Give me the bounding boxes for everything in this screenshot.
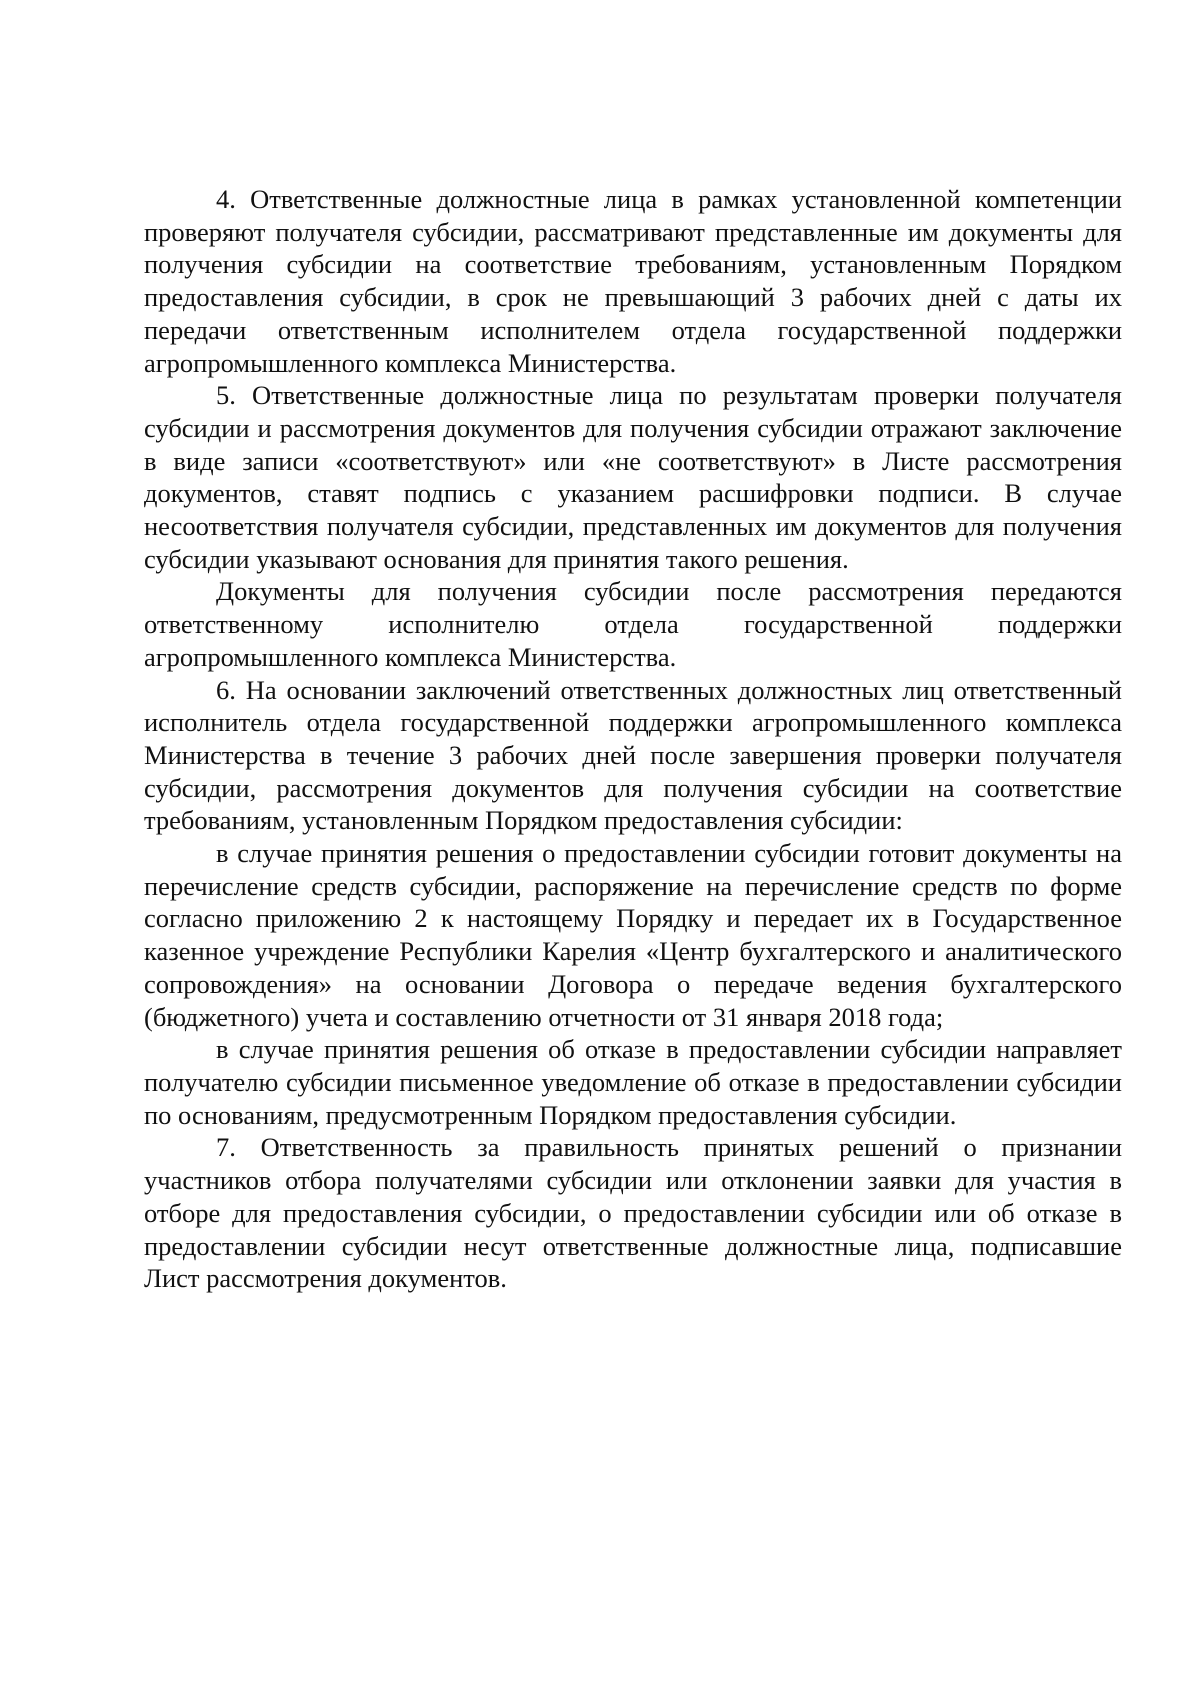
- paragraph-item-7: 7. Ответственность за правильность принятых решений о признании участников отбора получателями субсидии или отклонении заявки для участия в отборе для предоставления субсидии, о предоставлении субсидии или об отказе в предоставлении субсидии несут ответственные должностные лица, подписавшие Лист рассмотрения документов.: [144, 1132, 1122, 1294]
- paragraph-decision-refusal: в случае принятия решения об отказе в предоставлении субсидии направляет получателю субсидии письменное уведомление об отказе в предоставлении субсидии по основаниям, предусмотренным Порядком предоставления субсидии.: [144, 1034, 1122, 1130]
- paragraph-decision-grant: в случае принятия решения о предоставлении субсидии готовит документы на перечисление средств субсидии, распоряжение на перечисление средств по форме согласно приложению 2 к настоящему Порядку и передает их в Государственное казенное учреждение Республики Карелия «Центр бухгалтерского и аналитического сопровождения» на основании Договора о передаче ведения бухгалтерского (бюджетного) учета и составлению отчетности от 31 января 2018 года;: [144, 838, 1122, 1032]
- paragraph-documents-transfer: Документы для получения субсидии после рассмотрения передаются ответственному исполнителю отдела государственной поддержки агропромышленного комплекса Министерства.: [144, 576, 1122, 672]
- document-body: [144, 183, 1122, 1295]
- paragraph-item-6: 6. На основании заключений ответственных должностных лиц ответственный исполнитель отдела государственной поддержки агропромышленного комплекса Министерства в течение 3 рабочих дней после завершения проверки получателя субсидии, рассмотрения документов для получения субсидии на соответствие требованиям, установленным Порядком предоставления субсидии:: [144, 674, 1122, 836]
- paragraph-item-5: 5. Ответственные должностные лица по результатам проверки получателя субсидии и рассмотрения документов для получения субсидии отражают заключение в виде записи «соответствуют» или «не соответствуют» в Листе рассмотрения документов, ставят подпись с указанием расшифровки подписи. В случае несоответствия получателя субсидии, представленных им документов для получения субсидии указывают основания для принятия такого решения.: [144, 380, 1122, 574]
- paragraph-item-4: 4. Ответственные должностные лица в рамках установленной компетенции проверяют получателя субсидии, рассматривают представленные им документы для получения субсидии на соответствие требованиям, установленным Порядком предоставления субсидии, в срок не превышающий 3 рабочих дней с даты их передачи ответственным исполнителем отдела государственной поддержки агропромышленного комплекса Министерства.: [144, 184, 1122, 378]
